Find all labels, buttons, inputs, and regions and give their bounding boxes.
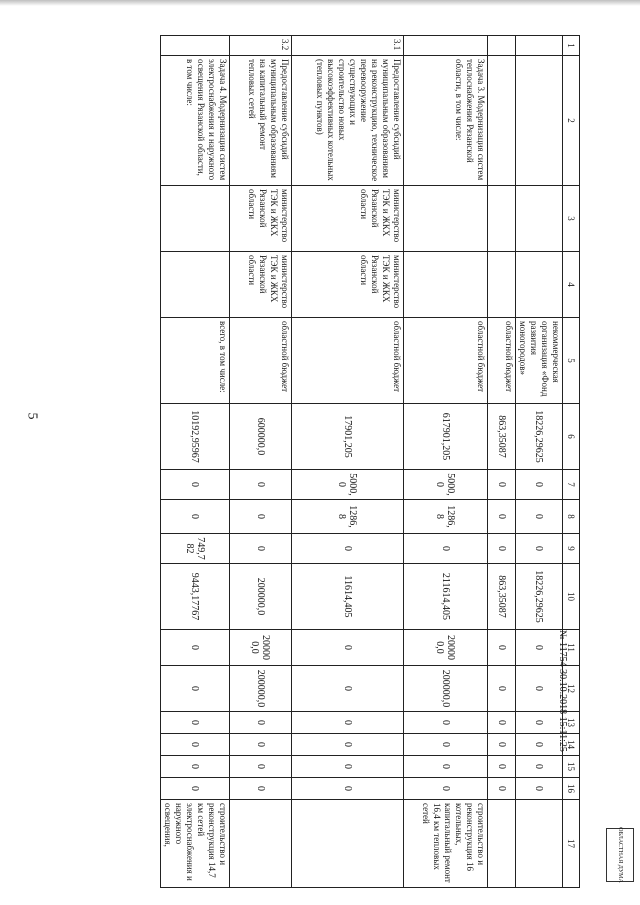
table-cell-col-1 bbox=[488, 36, 516, 56]
column-header: 13 bbox=[563, 712, 580, 734]
table-cell-col-12: 0 bbox=[292, 666, 404, 712]
table-cell-col-8: 1286,8 bbox=[404, 500, 488, 534]
table-cell-col-5: областной бюджет bbox=[230, 318, 292, 404]
table-cell-col-5: областной бюджет bbox=[292, 318, 404, 404]
column-header: 16 bbox=[563, 778, 580, 800]
page-number: 5 bbox=[24, 412, 40, 420]
table-cell-col-12: 200000,0 bbox=[230, 666, 292, 712]
table-cell-col-10: 11614,405 bbox=[292, 564, 404, 630]
table-cell-col-4 bbox=[516, 252, 563, 318]
table-cell-col-11: 0 bbox=[292, 630, 404, 666]
registration-stamp: № 11754 30.10.2018 15:11:25 bbox=[557, 630, 568, 752]
column-header: 1 bbox=[563, 36, 580, 56]
table-cell-col-17: строительство и реконструкция 16 котельных, капитальный ремонт 16,4 км тепловых сетей bbox=[404, 800, 488, 888]
table-cell-col-12: 0 bbox=[516, 666, 563, 712]
table-cell-col-15: 0 bbox=[516, 756, 563, 778]
table-cell-col-1 bbox=[404, 36, 488, 56]
table-cell-col-1 bbox=[161, 36, 230, 56]
table-cell-col-11: 0 bbox=[161, 630, 230, 666]
table-cell-col-10: 211614,405 bbox=[404, 564, 488, 630]
table-cell-col-14: 0 bbox=[230, 734, 292, 756]
table-cell-col-2: Задача 4. Модернизация систем электроснабжения и наружного освещения Рязанской области, в том числе: bbox=[161, 56, 230, 186]
table-cell-col-16: 0 bbox=[404, 778, 488, 800]
column-header: 5 bbox=[563, 318, 580, 404]
column-header: 14 bbox=[563, 734, 580, 756]
scan-edge bbox=[0, 0, 640, 6]
table-cell-col-4 bbox=[161, 252, 230, 318]
table-cell-col-2 bbox=[516, 56, 563, 186]
table-cell-col-16: 0 bbox=[230, 778, 292, 800]
table-cell-col-17 bbox=[488, 800, 516, 888]
table-cell-col-16: 0 bbox=[292, 778, 404, 800]
table-cell-col-10: 18226,29625 bbox=[516, 564, 563, 630]
table-cell-col-4: министерство ТЭК и ЖКХ Рязанской области bbox=[230, 252, 292, 318]
table-cell-col-5: областной бюджет bbox=[404, 318, 488, 404]
column-header: 9 bbox=[563, 534, 580, 564]
table-cell-col-2: Предоставление субсидий муниципальным образованиям на капитальный ремонт тепловых сетей bbox=[230, 56, 292, 186]
table-cell-col-13: 0 bbox=[292, 712, 404, 734]
table-cell-col-8: 0 bbox=[488, 500, 516, 534]
table-cell-col-15: 0 bbox=[230, 756, 292, 778]
table-cell-col-6: 617901,205 bbox=[404, 404, 488, 470]
table-cell-col-11: 200000,0 bbox=[230, 630, 292, 666]
table-cell-col-9: 0 bbox=[292, 534, 404, 564]
column-header: 8 bbox=[563, 500, 580, 534]
table-cell-col-15: 0 bbox=[404, 756, 488, 778]
table-cell-col-11: 200000,0 bbox=[404, 630, 488, 666]
table-cell-col-8: 1286,8 bbox=[292, 500, 404, 534]
table-cell-col-10: 200000,0 bbox=[230, 564, 292, 630]
table-cell-col-8: 0 bbox=[516, 500, 563, 534]
table-cell-col-3: министерство ТЭК и ЖКХ Рязанской области bbox=[292, 186, 404, 252]
table-cell-col-16: 0 bbox=[516, 778, 563, 800]
table-cell-col-2: Предоставление субсидий муниципальным образованиям на реконструкцию, техническое перевооружение существующих и строительство новых высокоэффективных котельных (тепловых пунктов) bbox=[292, 56, 404, 186]
column-header: 11 bbox=[563, 630, 580, 666]
table-cell-col-14: 0 bbox=[404, 734, 488, 756]
table-row bbox=[488, 36, 516, 888]
column-header: 17 bbox=[563, 800, 580, 888]
table-cell-col-8: 0 bbox=[161, 500, 230, 534]
table-cell-col-5: областной бюджет bbox=[488, 318, 516, 404]
table-cell-col-7: 0 bbox=[230, 470, 292, 500]
column-header: 10 bbox=[563, 564, 580, 630]
table-cell-col-17 bbox=[516, 800, 563, 888]
table-cell-col-6: 18226,29625 bbox=[516, 404, 563, 470]
table-cell-col-13: 0 bbox=[516, 712, 563, 734]
table-cell-col-6: 17901,205 bbox=[292, 404, 404, 470]
column-header: 7 bbox=[563, 470, 580, 500]
table-row bbox=[404, 36, 488, 888]
table-cell-col-17: строительство и реконструкция 14,7 км сетей электроснабжения и наружного освещения, bbox=[161, 800, 230, 888]
column-header: 6 bbox=[563, 404, 580, 470]
table-cell-col-15: 0 bbox=[292, 756, 404, 778]
table-cell-col-1 bbox=[516, 36, 563, 56]
table-cell-col-7: 0 bbox=[161, 470, 230, 500]
table-cell-col-3 bbox=[161, 186, 230, 252]
duma-stamp-label: ОБЛАСТНАЯ ДУМА bbox=[617, 827, 623, 883]
table-cell-col-7: 5000,0 bbox=[404, 470, 488, 500]
table-cell-col-13: 0 bbox=[161, 712, 230, 734]
table-cell-col-4 bbox=[404, 252, 488, 318]
table-cell-col-6: 600000,0 bbox=[230, 404, 292, 470]
table-cell-col-7: 0 bbox=[516, 470, 563, 500]
table-cell-col-3 bbox=[404, 186, 488, 252]
table-cell-col-4 bbox=[488, 252, 516, 318]
duma-stamp-box bbox=[606, 828, 634, 882]
table-cell-col-3: министерство ТЭК и ЖКХ Рязанской области bbox=[230, 186, 292, 252]
table-cell-col-7: 5000,0 bbox=[292, 470, 404, 500]
table-cell-col-4: министерство ТЭК и ЖКХ Рязанской области bbox=[292, 252, 404, 318]
rotated-table-wrapper bbox=[55, 35, 580, 883]
table-row bbox=[292, 36, 404, 888]
table-cell-col-14: 0 bbox=[516, 734, 563, 756]
table-cell-col-6: 10192,95967 bbox=[161, 404, 230, 470]
program-table bbox=[160, 35, 580, 888]
table-cell-col-13: 0 bbox=[404, 712, 488, 734]
table-row bbox=[516, 36, 563, 888]
table-cell-col-1: 3.2 bbox=[230, 36, 292, 56]
table-cell-col-2 bbox=[488, 56, 516, 186]
table-cell-col-11: 0 bbox=[488, 630, 516, 666]
table-cell-col-16: 0 bbox=[488, 778, 516, 800]
table-cell-col-1: 3.1 bbox=[292, 36, 404, 56]
table-cell-col-17 bbox=[230, 800, 292, 888]
table-cell-col-10: 863,35087 bbox=[488, 564, 516, 630]
table-cell-col-12: 0 bbox=[161, 666, 230, 712]
column-header: 3 bbox=[563, 186, 580, 252]
table-row bbox=[161, 36, 230, 888]
table-cell-col-14: 0 bbox=[161, 734, 230, 756]
table-cell-col-15: 0 bbox=[161, 756, 230, 778]
table-cell-col-9: 0 bbox=[516, 534, 563, 564]
column-header: 4 bbox=[563, 252, 580, 318]
table-cell-col-14: 0 bbox=[488, 734, 516, 756]
table-cell-col-15: 0 bbox=[488, 756, 516, 778]
column-header: 12 bbox=[563, 666, 580, 712]
table-cell-col-12: 0 bbox=[488, 666, 516, 712]
table-cell-col-9: 0 bbox=[488, 534, 516, 564]
table-cell-col-9: 0 bbox=[404, 534, 488, 564]
table-cell-col-7: 0 bbox=[488, 470, 516, 500]
table-cell-col-9: 0 bbox=[230, 534, 292, 564]
column-header: 15 bbox=[563, 756, 580, 778]
column-header: 2 bbox=[563, 56, 580, 186]
table-cell-col-6: 863,35087 bbox=[488, 404, 516, 470]
table-cell-col-12: 200000,0 bbox=[404, 666, 488, 712]
table-cell-col-8: 0 bbox=[230, 500, 292, 534]
table-cell-col-13: 0 bbox=[230, 712, 292, 734]
table-cell-col-16: 0 bbox=[161, 778, 230, 800]
header-row bbox=[563, 36, 580, 888]
table-row bbox=[230, 36, 292, 888]
table-cell-col-3 bbox=[516, 186, 563, 252]
table-cell-col-5: всего, в том числе: bbox=[161, 318, 230, 404]
table-cell-col-3 bbox=[488, 186, 516, 252]
table-cell-col-2: Задача 3. Модернизация систем теплоснабжения Рязанской области, в том числе: bbox=[404, 56, 488, 186]
table-cell-col-13: 0 bbox=[488, 712, 516, 734]
table-cell-col-14: 0 bbox=[292, 734, 404, 756]
table-cell-col-9: 749,782 bbox=[161, 534, 230, 564]
table-cell-col-5: некоммерческая организация «Фонд развития моногородов» bbox=[516, 318, 563, 404]
table-cell-col-11: 0 bbox=[516, 630, 563, 666]
table-cell-col-17 bbox=[292, 800, 404, 888]
table-cell-col-10: 9443,17767 bbox=[161, 564, 230, 630]
